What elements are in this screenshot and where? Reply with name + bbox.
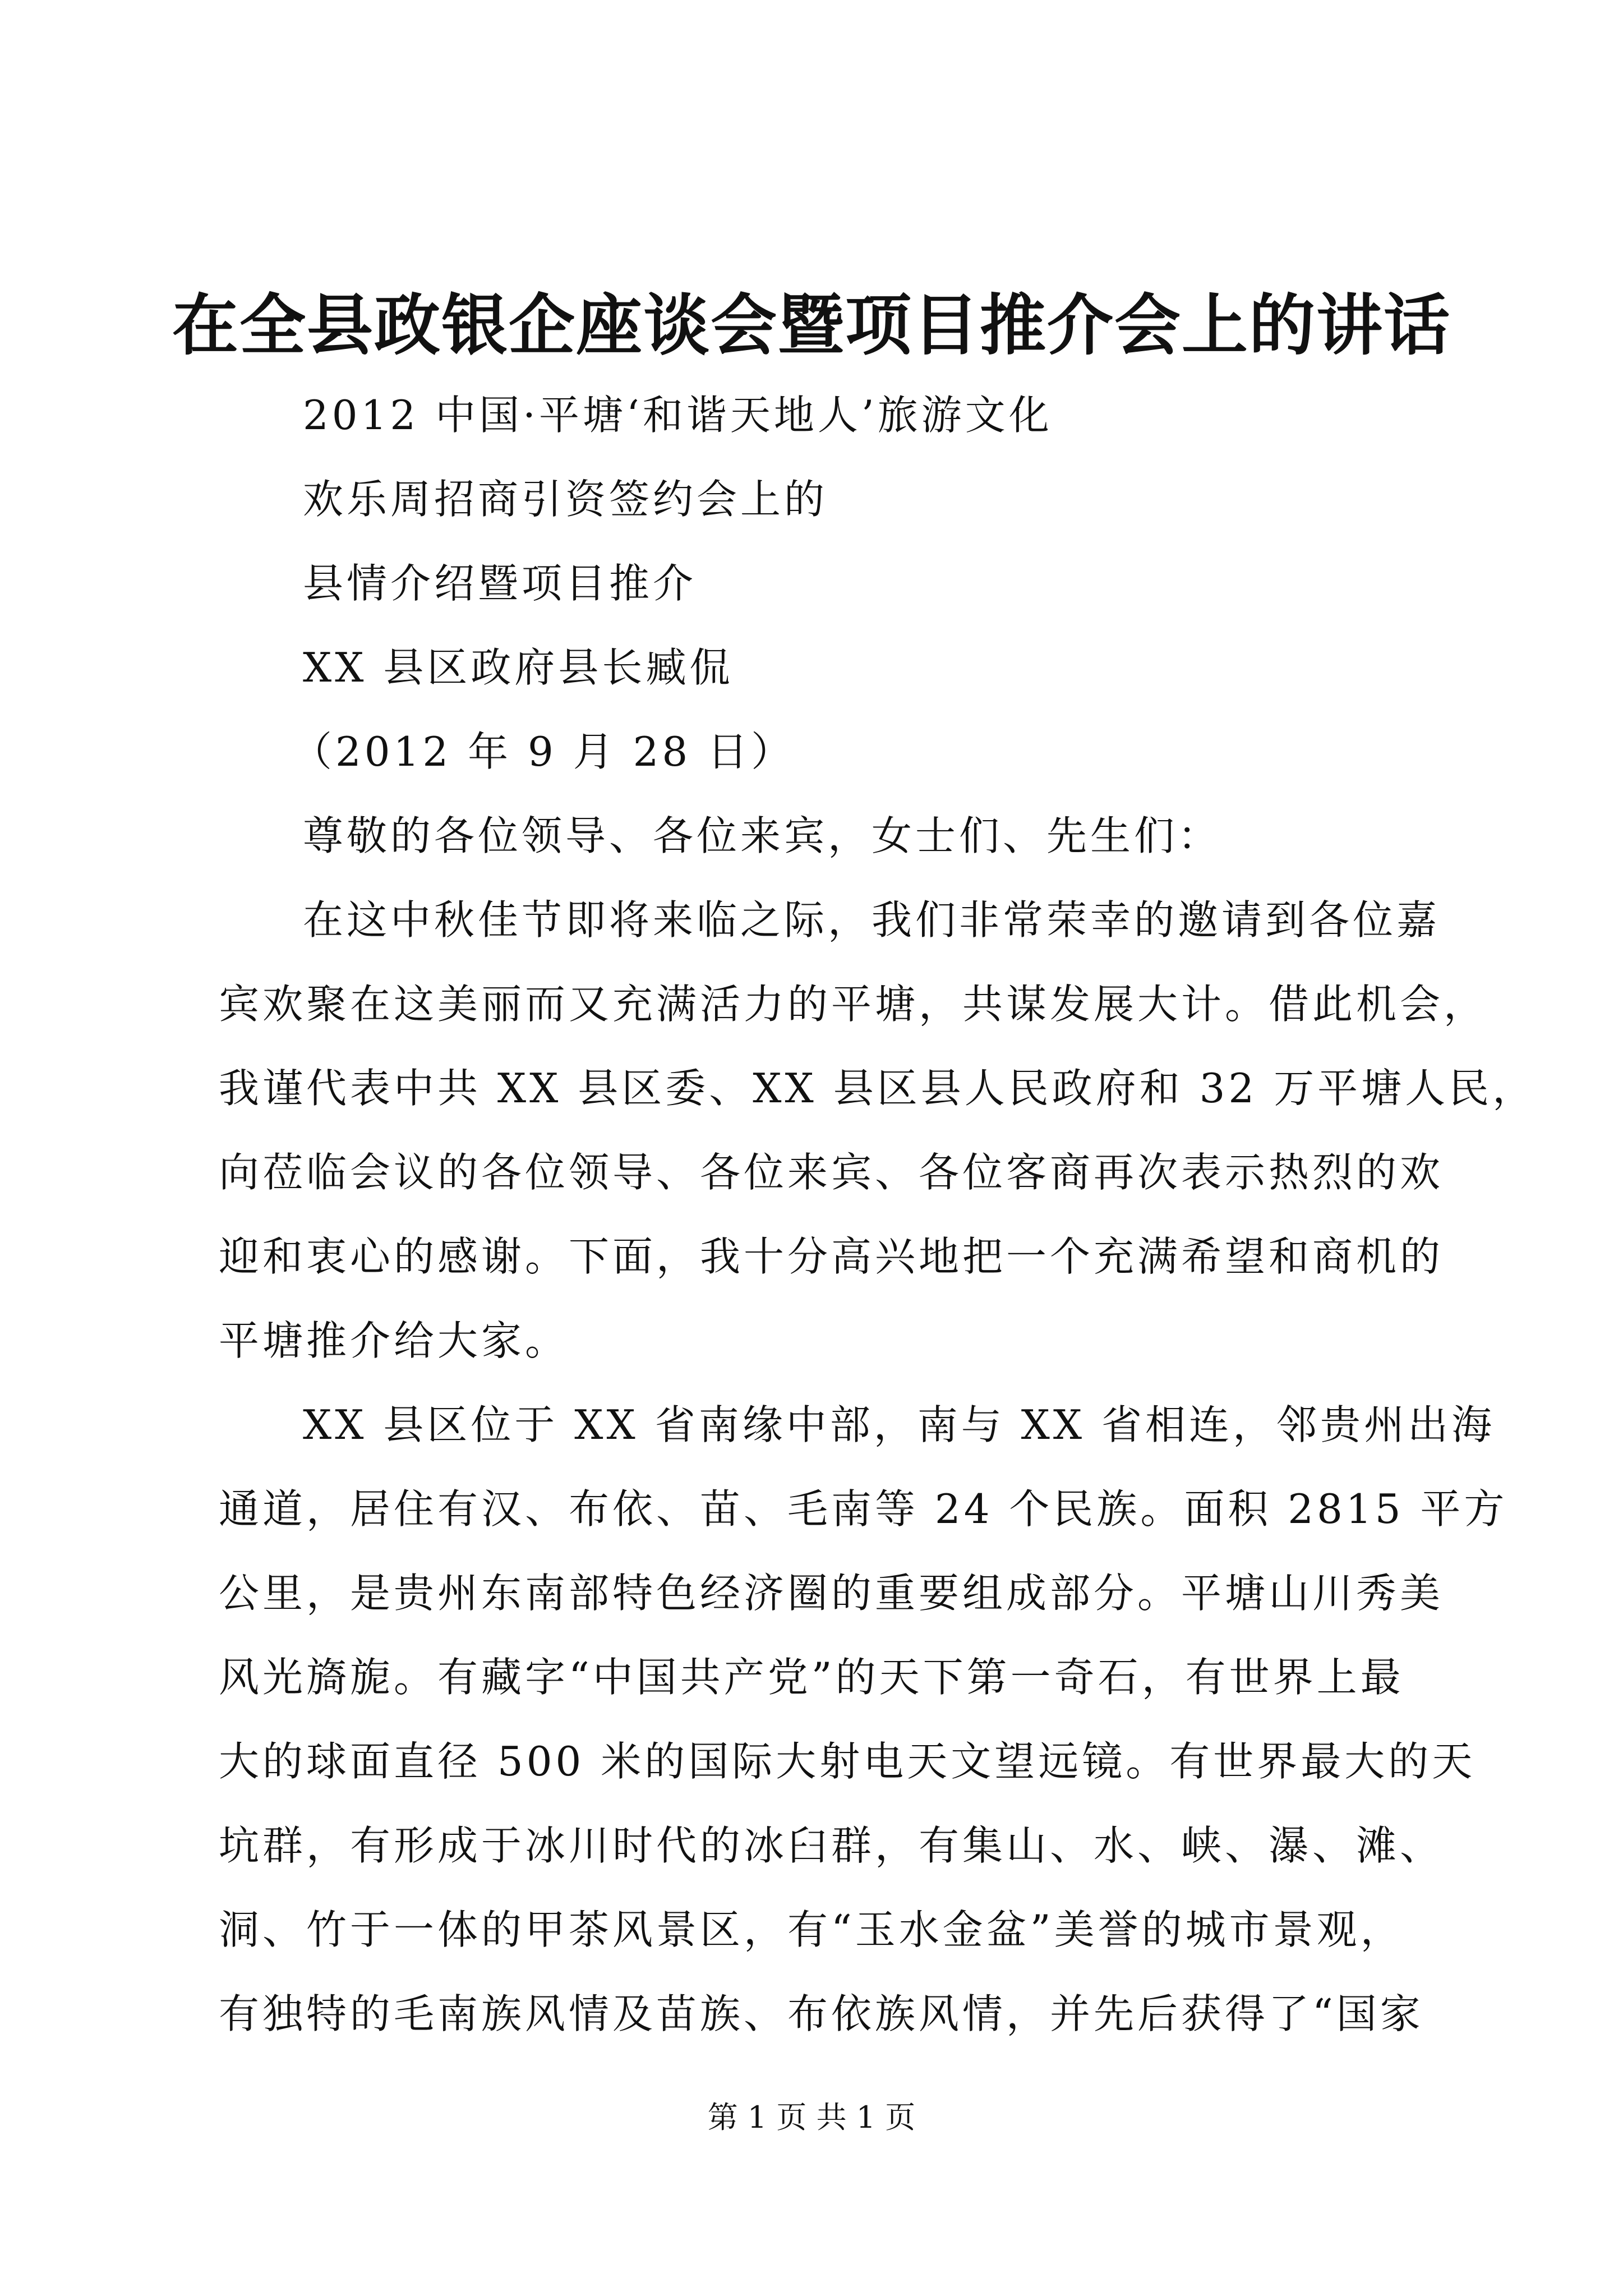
paragraph-line: 我谨代表中共 XX 县区委、XX 县区县人民政府和 32 万平塘人民， xyxy=(219,1065,1537,1112)
paragraph-line: XX 县区位于 XX 省南缘中部，南与 XX 省相连，邻贵州出海 xyxy=(303,1401,1495,1448)
paragraph-line: 宾欢聚在这美丽而又充满活力的平塘，共谋发展大计。借此机会， xyxy=(219,981,1488,1028)
subtitle-line-1: 2012 中国·平塘‘和谐天地人’旅游文化 xyxy=(303,392,1053,439)
subtitle-line-2: 欢乐周招商引资签约会上的 xyxy=(303,476,828,523)
paragraph-line: 洞、竹于一体的甲茶风景区，有“玉水金盆”美誉的城市景观， xyxy=(219,1906,1404,1953)
paragraph-line: 在这中秋佳节即将来临之际，我们非常荣幸的邀请到各位嘉 xyxy=(303,896,1441,944)
paragraph-line: 风光旖旎。有藏字“中国共产党”的天下第一奇石，有世界上最 xyxy=(219,1654,1404,1701)
date-line: （2012 年 9 月 28 日） xyxy=(292,728,795,775)
page-footer: 第 1 页 共 1 页 xyxy=(707,2100,916,2135)
paragraph-line: 有独特的毛南族风情及苗族、布依族风情，并先后获得了“国家 xyxy=(219,1990,1424,2037)
salutation-line: 尊敬的各位领导、各位来宾，女士们、先生们： xyxy=(303,812,1222,859)
speaker-line: XX 县区政府县长臧侃 xyxy=(303,644,734,691)
document-title: 在全县政银企座谈会暨项目推介会上的讲话 xyxy=(172,286,1451,364)
paragraph-line: 迎和衷心的感谢。下面，我十分高兴地把一个充满希望和商机的 xyxy=(219,1233,1444,1280)
paragraph-line: 向莅临会议的各位领导、各位来宾、各位客商再次表示热烈的欢 xyxy=(219,1149,1444,1196)
paragraph-line: 大的球面直径 500 米的国际大射电天文望远镜。有世界最大的天 xyxy=(219,1738,1476,1785)
paragraph-line: 通道，居住有汉、布依、苗、毛南等 24 个民族。面积 2815 平方 xyxy=(219,1485,1508,1533)
paragraph-line: 公里，是贵州东南部特色经济圈的重要组成部分。平塘山川秀美 xyxy=(219,1570,1444,1617)
paragraph-line: 坑群，有形成于冰川时代的冰臼群，有集山、水、峡、瀑、滩、 xyxy=(219,1822,1444,1869)
subtitle-line-3: 县情介绍暨项目推介 xyxy=(303,560,697,607)
paragraph-line: 平塘推介给大家。 xyxy=(219,1317,569,1364)
